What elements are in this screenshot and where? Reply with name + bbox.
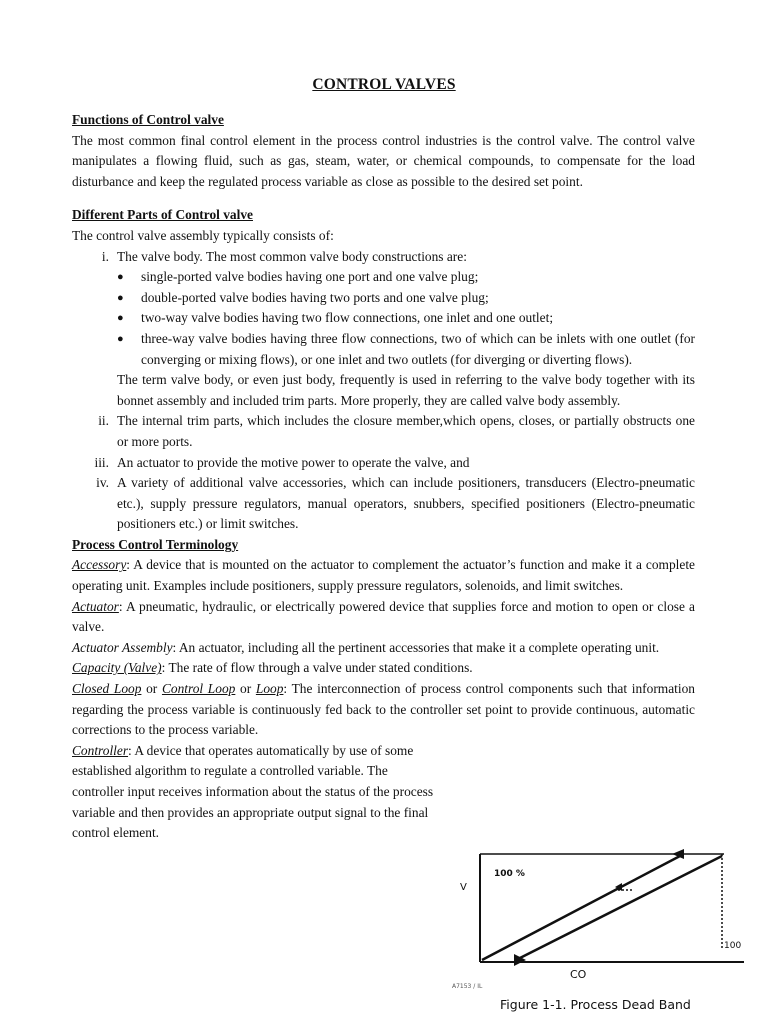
term-accessory: Accessory: A device that is mounted on the actuator to complement the actuator’s function and make it a complete operating unit. Examples include positioners, supply pressure regulators, solenoids, and limit switches. <box>72 557 695 594</box>
term-definition: An actuator, including all the pertinent accessories that make it a complete operating unit. <box>176 639 660 655</box>
term-actuator: Actuator: A pneumatic, hydraulic, or electrically powered device that supplies force and motion to open or close a valve. <box>72 598 695 635</box>
parts-list <box>72 247 695 535</box>
document-body <box>72 110 695 844</box>
parts-item-1 <box>72 247 695 412</box>
bullet-item <box>117 308 695 329</box>
item-text: The valve body. The most common valve body constructions are: <box>117 248 467 264</box>
section-heading-terminology: Process Control Terminology <box>72 536 239 552</box>
parts-item-4 <box>72 473 695 535</box>
term-name: Loop <box>255 681 284 697</box>
term-definition: The interconnection of process control components such that information regarding the process variable is continuously fed back to the controller set point to provide continuous, automatic corrections to the process variable. <box>72 681 695 738</box>
term-name: Actuator <box>72 598 119 614</box>
parts-item-3 <box>72 453 695 474</box>
bullet-icon: ● <box>117 332 124 345</box>
bullet-item <box>117 267 695 288</box>
parts-item-2 <box>72 411 695 452</box>
term-connector: or <box>141 681 162 697</box>
figure-code-label: A7153 / IL <box>452 983 483 990</box>
term-name: Capacity (Valve) <box>72 660 162 676</box>
parts-intro: The control valve assembly typically consists of: <box>72 227 334 243</box>
term-definition: A device that is mounted on the actuator to complement the actuator’s function and make it a complete operating unit. Examples include positioners, supply pressure regulators, solenoids, and limit switches. <box>72 557 695 594</box>
bullet-icon: ● <box>117 312 124 325</box>
term-name: Closed Loop <box>72 681 142 697</box>
bullet-text: two-way valve bodies having two flow connections, one inlet and one outlet; <box>141 310 554 326</box>
term-closed-loop: Closed Loop or Control Loop or Loop: The interconnection of process control components such that information regarding the process variable is continuously fed back to the controller set point to provide continuous, automatic corrections to the process variable. <box>72 681 695 738</box>
valve-body-note: The term valve body, or even just body, frequently is used in referring to the valve body together with its bonnet assembly and included trim parts. More properly, they are called valve body assembly. <box>117 372 695 408</box>
band-upper-line <box>516 856 722 960</box>
term-connector: or <box>235 681 256 697</box>
bullet-item <box>117 288 695 309</box>
bullet-icon: ● <box>117 271 124 284</box>
term-name: Controller <box>72 742 129 758</box>
dead-band-figure <box>452 842 752 1022</box>
item-text: A variety of additional valve accessories, which can include positioners, transducers (Electro-pneumatic etc.), supply pressure regulators, manual operators, snubbers, specified positioners (Electro-pneumatic positioners etc.) or limit switches. <box>117 475 695 532</box>
item-number: ii. <box>98 413 109 429</box>
top-value-label: 100 % <box>494 869 525 879</box>
bullet-text: double-ported valve bodies having two ports and one valve plug; <box>141 289 489 305</box>
body-types-list <box>117 267 695 370</box>
bullet-text: single-ported valve bodies having one port and one valve plug; <box>141 269 479 285</box>
term-name: Accessory <box>72 557 127 573</box>
functions-paragraph: The most common final control element in the process control industries is the control valve. The control valve manipulates a flowing fluid, such as gas, steam, water, or chemical compounds, to compensate for the load disturbance and keep the regulated process variable as close as possible to the desired set point. <box>72 132 695 189</box>
term-capacity: Capacity (Valve): The rate of flow through a valve under stated conditions. <box>72 660 473 676</box>
term-definition: A device that operates automatically by use of some established algorithm to regulate a controlled variable. The controller input receives information about the status of the process variable and then provides an appropriate output signal to the final control element. <box>72 742 434 841</box>
term-definition: A pneumatic, hydraulic, or electrically powered device that supplies force and motion to open or close a valve. <box>72 598 695 635</box>
section-heading-functions: Functions of Control valve <box>72 112 224 127</box>
term-actuator-assembly: Actuator Assembly: An actuator, including all the pertinent accessories that make it a complete operating unit. <box>72 639 660 655</box>
term-controller: Controller: A device that operates automatically by use of some established algorithm to regulate a controlled variable. The controller input receives information about the status of the process variable and then provides an appropriate output signal to the final control element. <box>72 742 434 841</box>
controller-block <box>72 741 434 844</box>
item-number: iii. <box>94 454 109 470</box>
x-axis-label: CO <box>570 968 587 981</box>
bullet-icon: ● <box>117 291 124 304</box>
right-value-label: 100 <box>724 941 742 951</box>
bullet-text: three-way valve bodies having three flow connections, two of which can be inlets with one outlet (for converging or mixing flows), or one inlet and two outlets (for diverging or diverting flows). <box>141 330 695 367</box>
term-definition: The rate of flow through a valve under stated conditions. <box>165 660 473 676</box>
figure-caption: Figure 1-1. Process Dead Band <box>500 997 691 1012</box>
item-number: iv. <box>96 475 109 491</box>
item-number: i. <box>101 248 109 264</box>
term-name: Control Loop <box>161 681 236 697</box>
bullet-item <box>117 329 695 370</box>
term-name: Actuator Assembly <box>72 639 173 655</box>
item-text: An actuator to provide the motive power to operate the valve, and <box>117 454 470 470</box>
dead-band-diagram <box>452 842 752 1022</box>
y-axis-label: V <box>460 882 467 893</box>
item-text: The internal trim parts, which includes the closure member,which opens, closes, or partially obstructs one or more ports. <box>117 413 695 449</box>
section-heading-parts: Different Parts of Control valve <box>72 207 253 223</box>
page-title: CONTROL VALVES <box>312 76 456 93</box>
